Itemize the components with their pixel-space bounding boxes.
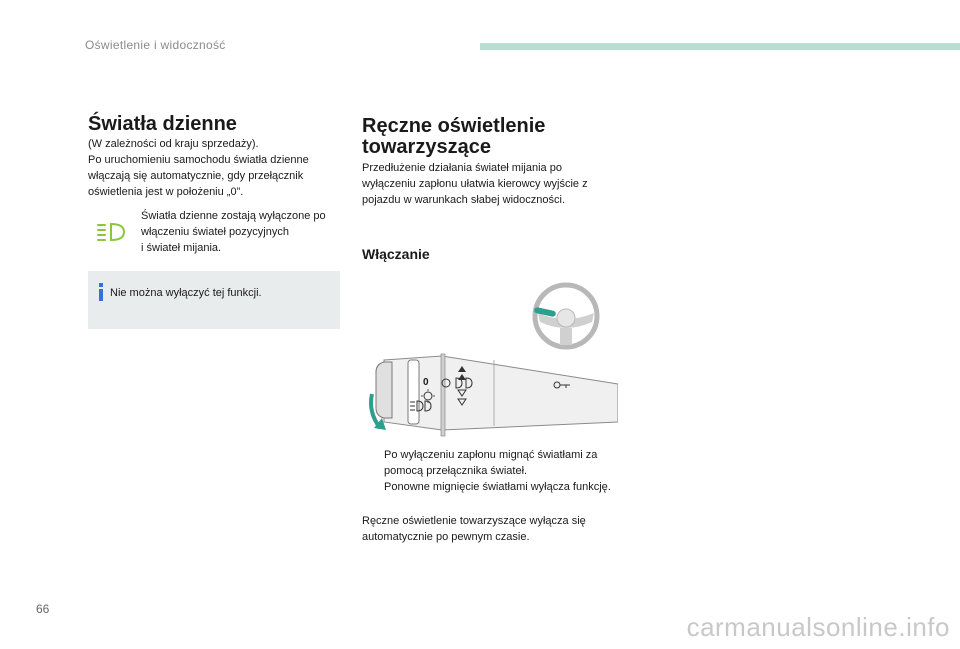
daytime-lights-description: (W zależności od kraju sprzedaży). Po uruchomieniu samochodu światła dzienne włączają się automatycznie, gdy przełącznik oświetlenia jest w położeniu „0”.: [88, 138, 309, 198]
daytime-lights-heading: Światła dzienne: [88, 113, 237, 135]
page-number: 66: [36, 602, 50, 616]
follow-me-home-heading: Ręczne oświetlenie towarzyszące: [362, 115, 546, 158]
note-box: [88, 271, 340, 329]
activation-steps: [362, 447, 622, 495]
follow-me-home-intro: Przedłużenie działania świateł mijania po wyłączeniu zapłonu ułatwia kierowcy wyjście z pojazdu w warunkach słabej widoczności.: [362, 162, 588, 206]
auto-off-note: Ręczne oświetlenie towarzyszące wyłącza się automatycznie po pewnym czasie.: [362, 515, 586, 543]
activation-step-2: Ponowne mignięcie światłami wyłącza funkcję.: [384, 481, 611, 493]
light-switch-stalk-icon: [376, 354, 618, 436]
light-switch-illustration: [362, 280, 618, 442]
daytime-running-lights-icon: [96, 222, 126, 242]
header-bar: [480, 43, 960, 50]
activation-step-1: Po wyłączeniu zapłonu mignąć światłami za pomocą przełącznika świateł.: [384, 449, 598, 477]
section-title: Oświetlenie i widoczność: [85, 38, 226, 52]
watermark: carmanualsonline.info: [686, 612, 950, 642]
daytime-lights-info: Światła dzienne zostają wyłączone po włączeniu świateł pozycyjnych i świateł mijania.: [141, 210, 326, 254]
switch-position-label: 0: [423, 377, 429, 388]
activation-subheading: Włączanie: [362, 246, 430, 262]
steering-wheel-icon: [534, 285, 597, 347]
note-text: Nie można wyłączyć tej funkcji.: [110, 287, 262, 299]
info-icon: [97, 283, 105, 301]
